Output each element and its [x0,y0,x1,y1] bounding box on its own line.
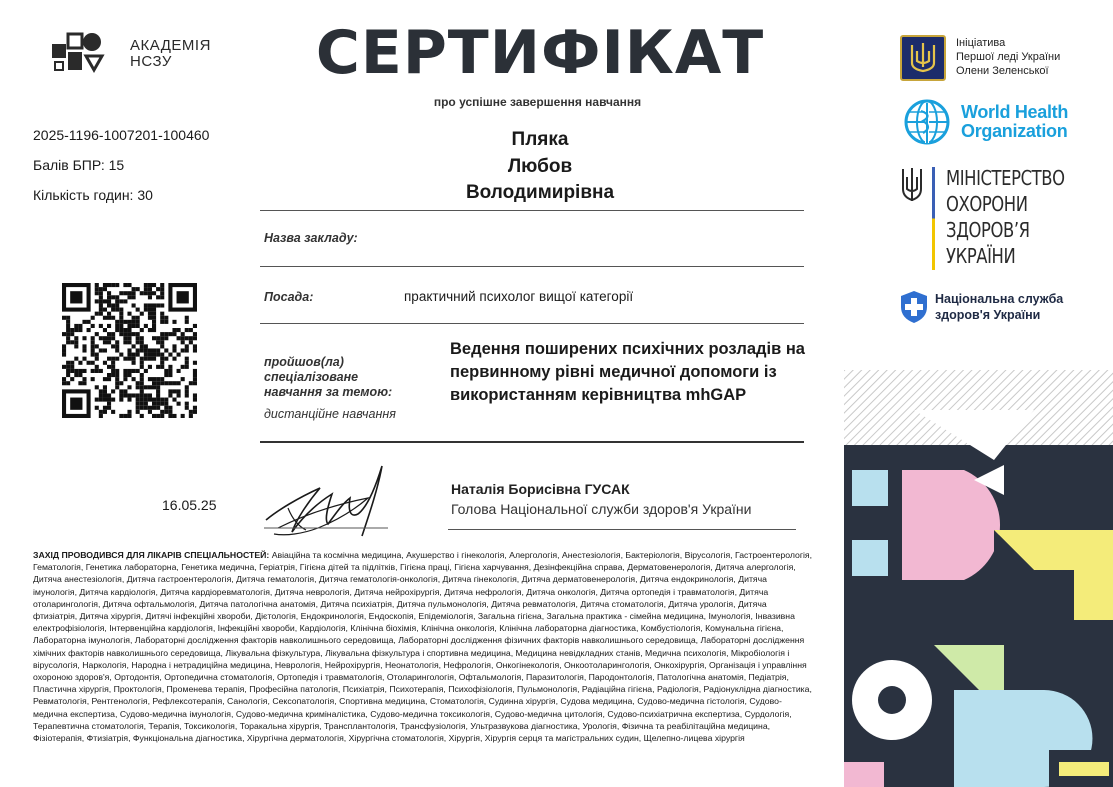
specialties-heading: ЗАХІД ПРОВОДИВСЯ ДЛЯ ЛІКАРІВ СПЕЦІАЛЬНОСТЕЙ: [33,550,270,560]
academy-line1: АКАДЕМІЯ [130,37,211,54]
nszu-line1: Національна служба [935,292,1064,306]
divider [260,210,804,211]
signer-name: Наталія Борисівна ГУСАК [451,481,630,497]
moh-line4: УКРАЇНИ [946,244,1016,268]
points-count: Балів БПР: 15 [33,157,125,173]
recipient-patronymic: Володимирівна [465,182,615,203]
trident-emblem-icon [900,35,946,81]
divider [260,266,804,267]
ministry-of-health-logo [900,165,1090,275]
signer-role: Голова Національної служби здоров'я України [451,501,752,517]
academy-line2: НСЗУ [130,53,172,70]
recipient-first-name: Любов [507,155,573,177]
academy-nszu-logo [52,28,212,78]
divider [260,441,804,443]
nszu-line2: здоров'я України [935,307,1041,322]
issue-date: 16.05.25 [162,497,217,513]
initiative-line3: Олени Зеленської [956,65,1049,77]
certificate-subtitle: про успішне завершення навчання [433,95,642,109]
specialties-text: Авіаційна та космічна медицина, Акушерство і гінекологія, Алергологія, Анестезіологія, Бактеріологія, Вірусологія, Гастроентерологія, Гематологія, Генетика лабораторна, Генетика медична, Геріатрія, Гігієна дітей та підлітків, Гігієна праці, Гігієна харчування, Дезінфекційна справа, Дерматовенерологія, Дитяча алергологія, Дитяча анестезіологія, Дитяча гастроентерологія, Дитяча гематологія, Дитяча гематологія-онкологія, Дитяча гінекологія, Дитяча дерматовенерологія, Дитяча ендокринологія, Дитяча імунологія, Дитяча кардіологія, Дитяча кардіоревматологія, Дитяча неврологія, Дитяча нейрохірургія, Дитяча нефрологія, Дитяча онкологія, Дитяча ортопедія і травматологія, Дитяча отоларингологія, Дитяча офтальмологія, Дитяча патологічна анатомія, Дитяча психіатрія, Дитяча пульмонологія, Дитяча ревматологія, Дитяча стоматологія, Дитяча урологія, Дитяча фтизіатрія, Дитяча хірургія, Дитячі інфекційні хвороби, Дієтологія, Ендокринологія, Ендоскопія, Епідеміологія, Загальна гігієна, Загальна практика - сімейна медицина, Імунологія, Інвазивна електрофізіологія, Інтервенційна кардіологія, Інфекційні хвороби, Кардіологія, Клінічна біохімія, Клінічна онкологія, Клінічна лабораторна діагностика, Комбустіологія, Комунальна гігієна, Лабораторна імунологія, Лабораторні дослідження факторів навколишнього середовища, Лабораторні дослідження фізичних факторів навколишнього середовища, Лабораторні дослідження хімічних факторів навколишнього середовища, Лікувальна фізкультура, Лікувальна фізкультура і спортивна медицина, Медицина невідкладних станів, Медична психологія, Мікробіологія і вірусологія, Наркологія, Народна і нетрадиційна медицина, Неврологія, Нейрохірургія, Неонатологія, Нефрологія, Онкогінекологія, Онкоотоларингологія, Онкохірургія, Організація і управління охороною здоров'я, Ортодонтія, Ортопедична стоматологія, Ортопедія і травматологія, Отоларингологія, Офтальмологія, Паразитологія, Пародонтологія, Патологічна анатомія, Педіатрія, Пластична хірургія, Проктологія, Променева терапія, Професійна патологія, Психіатрія, Психотерапія, Психофізіологія, Пульмонологія, Радіаційна гігієна, Радіологія, Радіонуклідна діагностика, Ревматологія, Рентгенологія, Рефлексотерапія, Санологія, Сексопатологія, Спортивна медицина, Стоматологія, Судинна хірургія, Судова медицина, Судово-медична гістологія, Судово-медична експертиза, Судово-медична імунологія, Судово-медична криміналістика, Судово-медична токсикологія, Судово-медична цитологія, Судово-психіатрична експертиза, Сурдологія, Терапевтична стоматологія, Терапія, Токсикологія, Торакальна хірургія, Трансплантологія, Трансфузіологія, Ультразвукова діагностика, Урологія, Фізична та реабілітаційна медицина, Фізіотерапія, Фтизіатрія, Функціональна діагностика, Хірургічна дерматологія, Хірургічна стоматологія, Хірургія, Хірургія серця та магістральних судин, Щелепно-лицева хірургія [33,550,813,744]
who-emblem-icon [899,97,955,147]
flag-bar [932,167,935,270]
trident-icon [900,167,924,203]
academy-mark-icon [52,30,108,74]
qr-code [62,283,197,418]
study-mode: дистанційне навчання [264,407,396,421]
shield-cross-icon [900,290,928,324]
moh-line2: ОХОРОНИ [946,192,1028,216]
first-lady-initiative-logo [900,35,1090,83]
position-label: Посада: [264,290,314,304]
course-label-line2: спеціалізоване [264,370,359,384]
initiative-line2: Першої леді України [956,51,1061,63]
moh-line1: МІНІСТЕРСТВО [946,166,1065,190]
course-label-line1: пройшов(ла) [264,355,344,369]
specialties-list [33,549,813,744]
course-title: Ведення поширених психічних розладів на первинному рівні медичної допомоги із використанням керівництва mhGAP [450,340,805,404]
who-line2: Organization [961,121,1068,141]
initiative-line1: Ініціатива [956,37,1006,49]
course-label-line3: навчання за темою: [264,385,393,399]
recipient-surname: Пляка [511,129,569,150]
institution-label: Назва закладу: [264,231,358,245]
divider [260,323,804,324]
hours-count: Кількість годин: 30 [33,187,153,203]
who-line1: World Health [961,102,1069,122]
certificate-title: СЕРТИФІКАТ [315,18,765,88]
who-logo [899,97,1099,147]
nszu-logo [900,290,1090,326]
position-value: практичний психолог вищої категорії [404,289,634,304]
moh-line3: ЗДОРОВ’Я [946,218,1030,242]
decorative-artwork [844,370,1113,787]
recipient-name [400,127,680,207]
divider [448,529,796,530]
certificate-number: 2025-1196-1007201-100460 [33,127,210,143]
handwritten-signature [258,458,408,543]
course-label [264,355,392,400]
